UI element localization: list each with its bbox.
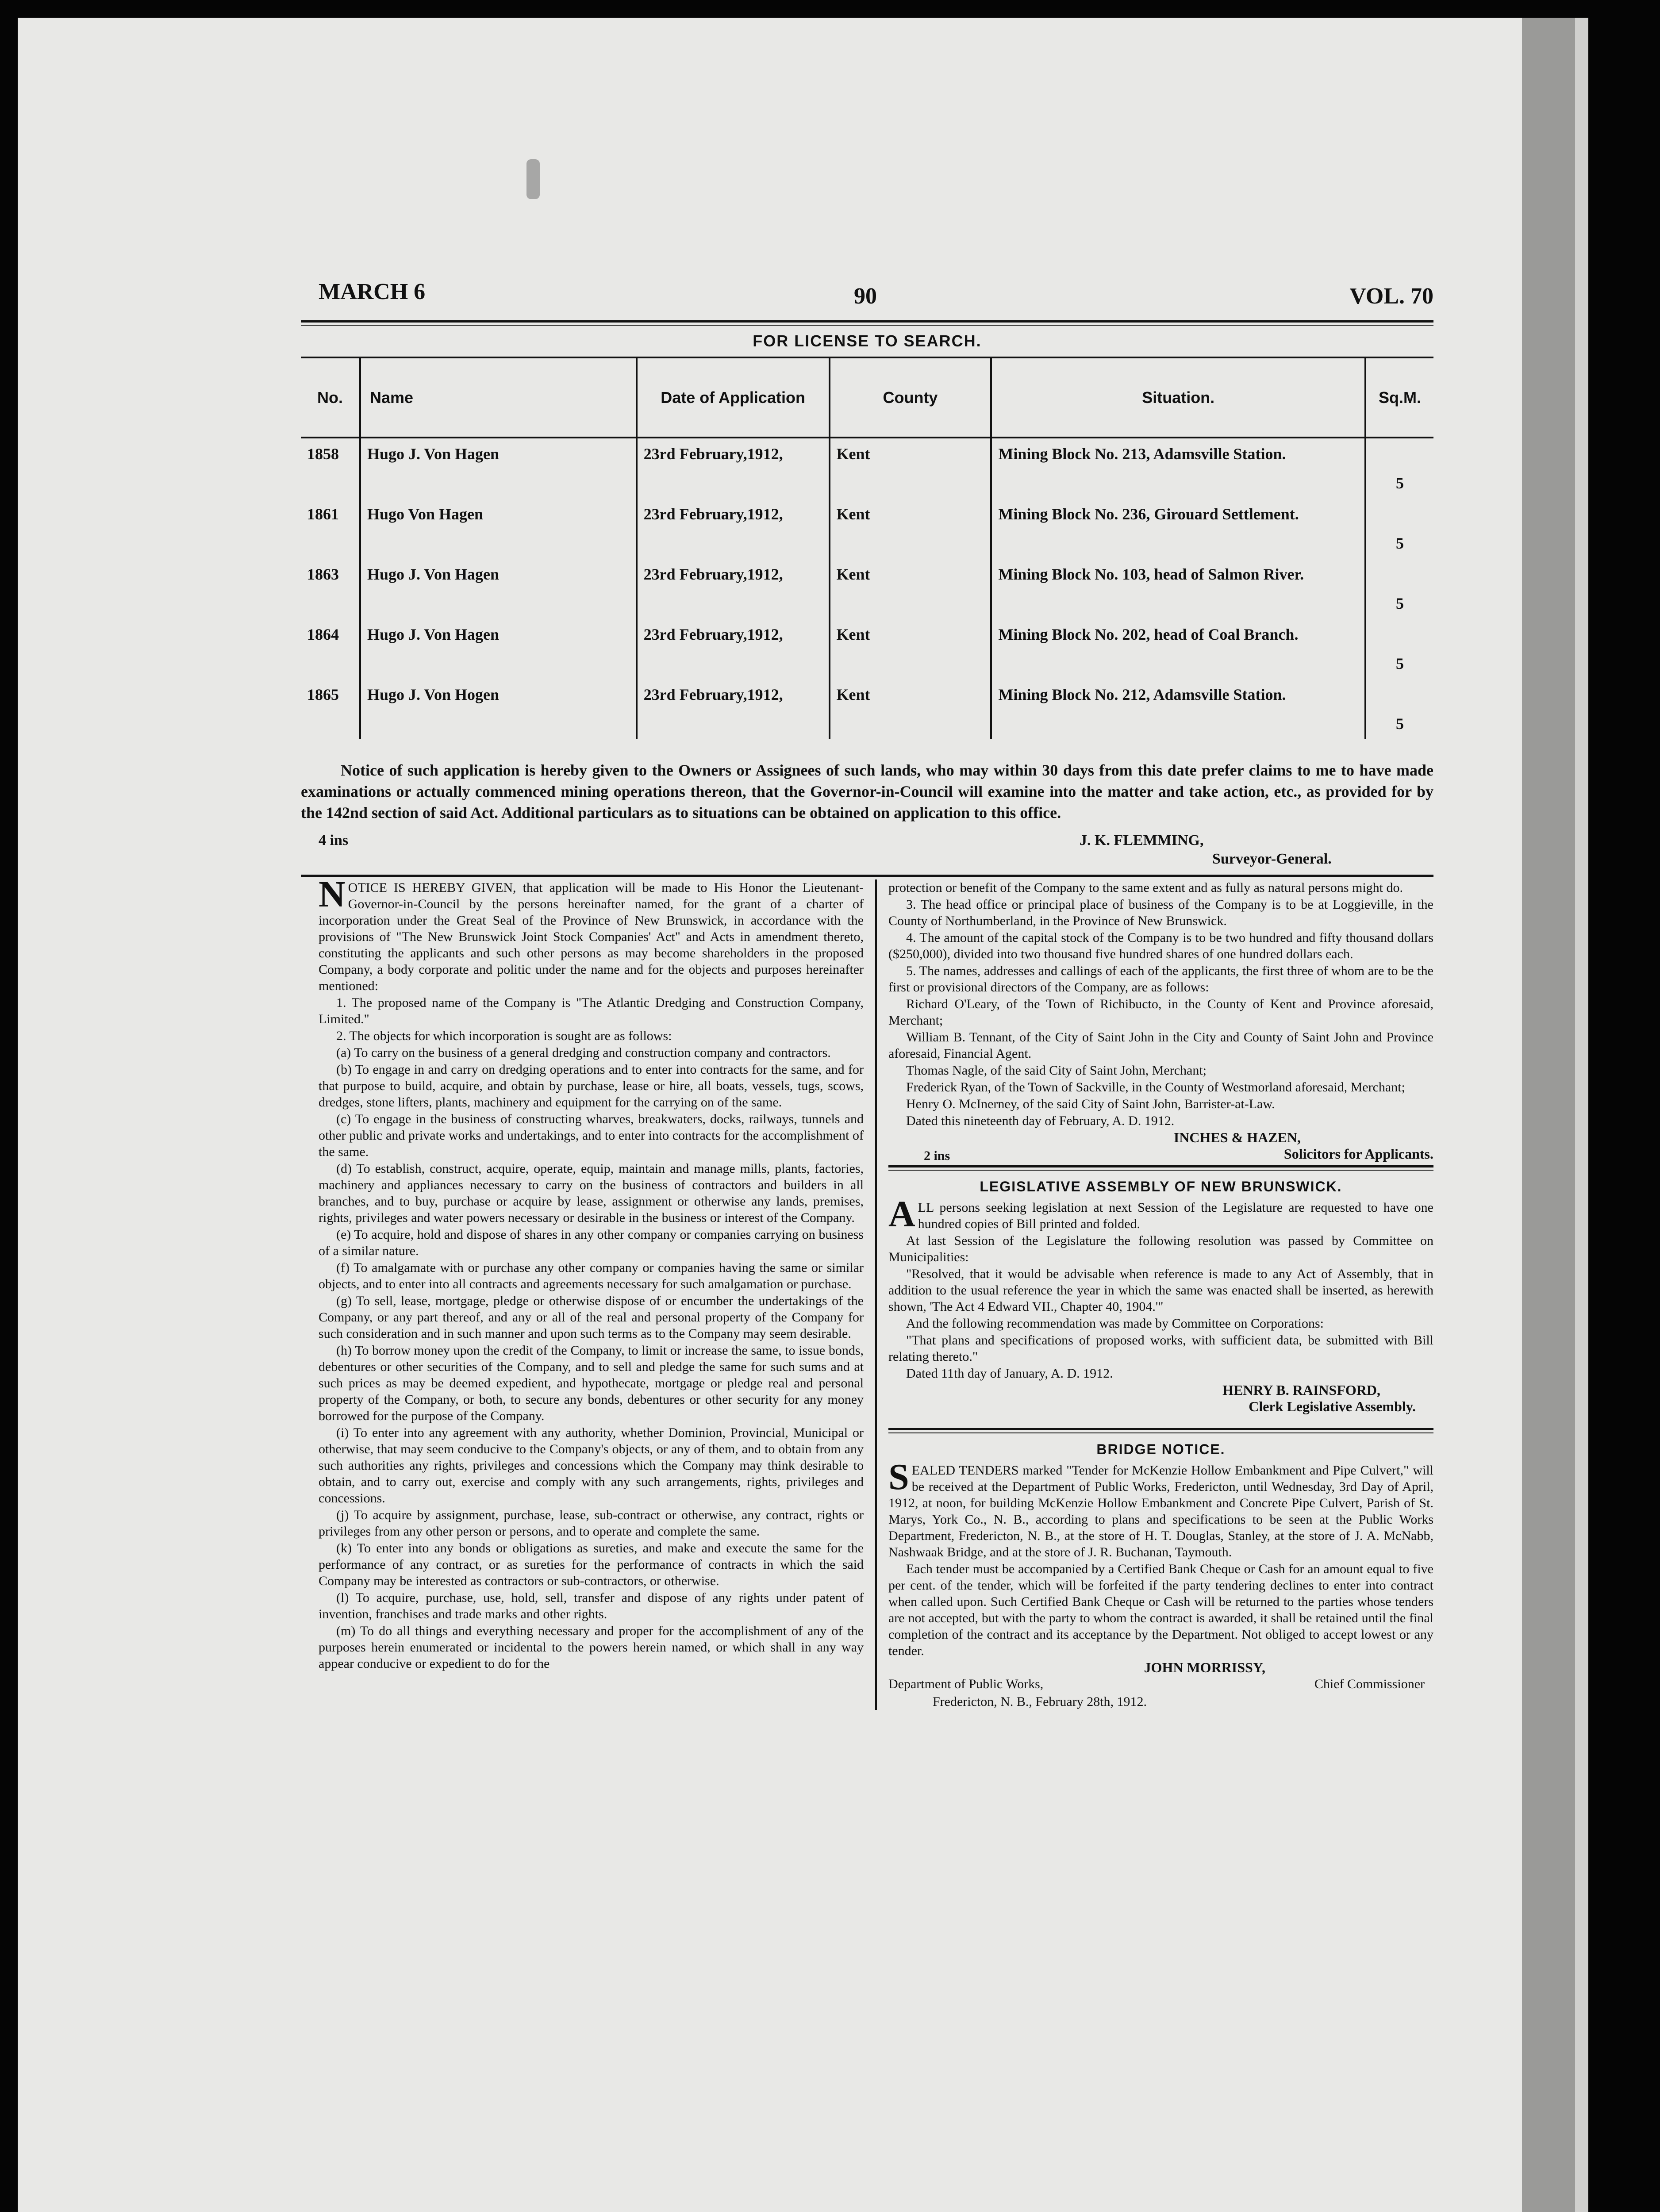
- cell-no: 1865: [307, 686, 339, 703]
- para: Dated 11th day of January, A. D. 1912.: [906, 1366, 1113, 1381]
- para: 1. The proposed name of the Company is "The Atlantic Dredging and Construction Company, Limited.": [319, 995, 864, 1026]
- cell-name: Hugo J. Von Hogen: [360, 679, 637, 739]
- cell-county: Kent: [830, 559, 991, 619]
- para-text: EALED TENDERS marked "Tender for McKenzie Hollow Embankment and Pipe Culvert," will be received at the Department of Public Works, Fredericton, until Wednesday, 3rd Day of April, 1912, at noon, for building McKenzie Hollow Embankment and Concrete Pipe Culvert, Parish of St. Marys, York Co., N. B., according to plans and specifications to be seen at the Public Works Department, Fredericton, N. B., at the store of H. T. Douglas, Stanley, at the store of J. A. McNabb, Nashwaak Bridge, and at the store of J. R. Buchanan, Taymouth.: [888, 1463, 1433, 1559]
- col-county: County: [830, 357, 991, 438]
- company-signer: INCHES & HAZEN,: [1173, 1129, 1301, 1145]
- two-column-notices: [301, 874, 1433, 1710]
- para: (h) To borrow money upon the credit of the Company, to limit or increase the same, to issue bonds, debentures or other securities of the Company, and to sell and pledge the same for such sums and at such prices as may be deemed expedient, and hypothecate, mortgage or pledge real and personal property of the Company, or both, to secure any bonds, debentures or other security for any money borrowed for the purpose of the Company.: [319, 1343, 864, 1423]
- dropcap: N: [319, 874, 346, 915]
- cell-sqm: 5: [1365, 559, 1433, 619]
- license-notice: Notice of such application is hereby given to the Owners or Assignees of such lands, who may within 30 days from this date prefer claims to me to have made examinations or actually commenced mining operations thereon, that the Governor-in-Council will examine into the matter and take action, etc., as provided for by the 142nd section of said Act. Additional particulars as to situations can be obtained on application to this office.: [301, 761, 1433, 822]
- cell-date: 23rd February,1912,: [637, 438, 830, 499]
- cell-county: Kent: [830, 438, 991, 499]
- cell-county: Kent: [830, 619, 991, 679]
- divider-rule: [888, 1165, 1433, 1171]
- cell-situation: Mining Block No. 103, head of Salmon River.: [991, 559, 1365, 619]
- cell-name: Hugo J. Von Hagen: [360, 559, 637, 619]
- divider-rule: [888, 1428, 1433, 1433]
- cell-date: 23rd February,1912,: [637, 679, 830, 739]
- para: (l) To acquire, purchase, use, hold, sell, transfer and dispose of any rights under patent of invention, franchises and trade marks and other rights.: [319, 1590, 864, 1621]
- cell-county: Kent: [830, 679, 991, 739]
- cell-situation: Mining Block No. 236, Girouard Settlement.: [991, 499, 1365, 559]
- bridge-signer: JOHN MORRISSY,: [1144, 1659, 1265, 1675]
- bridge-signer-title: Chief Commissioner: [1314, 1677, 1425, 1691]
- company-ins: 2 ins: [923, 1148, 950, 1163]
- para: At last Session of the Legislature the following resolution was passed by Committee on Municipalities:: [888, 1233, 1433, 1264]
- cell-name: Hugo J. Von Hagen: [360, 438, 637, 499]
- bridge-intro: [888, 1456, 1433, 1560]
- para: "Resolved, that it would be advisable when reference is made to any Act of Assembly, that in addition to the usual reference the year in which the same was enacted shall be inserted, as herewith shown, 'The Act 4 Edward VII., Chapter 40, 1904.'": [888, 1267, 1433, 1314]
- company-sign-line: [888, 1146, 1433, 1164]
- legislative-intro: [888, 1194, 1433, 1235]
- table-row: [301, 559, 1433, 619]
- dropcap: S: [888, 1456, 909, 1498]
- para: (g) To sell, lease, mortgage, pledge or otherwise dispose of or encumber the undertakings of the Company, or any part thereof, and any or all of the real and personal property of the Company for such consideration and in such manner and upon such terms as to the Company may seem desirable.: [319, 1294, 864, 1341]
- legislative-signer: HENRY B. RAINSFORD,: [1222, 1382, 1380, 1398]
- para: (a) To carry on the business of a general dredging and construction company and contractors.: [336, 1045, 831, 1060]
- para: (m) To do all things and everything necessary and proper for the accomplishment of any of the purposes herein enumerated or incidental to the powers herein named, or which shall in any way appear conducive or expedient to do for the: [319, 1624, 864, 1671]
- para: (k) To enter into any bonds or obligations as sureties, and make and execute the same for the performance of any contract, or as sureties for the performance of contracts in which the said Company may be interested as contractors or sub-contractors, or otherwise.: [319, 1541, 864, 1588]
- section-rule: [301, 875, 1433, 877]
- col-situation: Situation.: [991, 357, 1365, 438]
- table-row: [301, 499, 1433, 559]
- para: (j) To acquire by assignment, purchase, lease, sub-contract or otherwise, any contract, rights or privileges from any other person or persons, and to operate and complete the same.: [319, 1508, 864, 1539]
- para: 2. The objects for which incorporation is sought are as follows:: [336, 1029, 672, 1043]
- bridge-sign-line: [888, 1676, 1433, 1694]
- cell-name: Hugo J. Von Hagen: [360, 619, 637, 679]
- header-page-number: 90: [854, 284, 877, 309]
- cell-no: 1863: [307, 565, 339, 583]
- license-table: [301, 357, 1433, 739]
- cell-sqm: 5: [1365, 499, 1433, 559]
- para: protection or benefit of the Company to the same extent and as fully as natural persons might do.: [888, 880, 1403, 895]
- header-date: MARCH 6: [319, 279, 426, 304]
- col-no: No.: [301, 357, 360, 438]
- bridge-title: BRIDGE NOTICE.: [1096, 1441, 1226, 1457]
- para: 4. The amount of the capital stock of the Company is to be two hundred and fifty thousand dollars ($250,000), divided into two thousand five hundred shares of one hundred dollars each.: [888, 930, 1433, 961]
- license-ins: 4 ins: [319, 832, 349, 849]
- incorporation-intro: [319, 874, 864, 994]
- smudge-mark: [526, 159, 540, 199]
- column-divider: [875, 879, 877, 1710]
- para: (d) To establish, construct, acquire, operate, equip, maintain and manage mills, plants, factories, machinery and appliances necessary to carry on the business of contractors and builders in all branches, and to buy, purchase or acquire by lease, assignment or otherwise any lands, premises, rights, privileges and water powers necessary or desirable in the business or interest of the Company.: [319, 1161, 864, 1225]
- table-row: [301, 679, 1433, 739]
- table-row: [301, 438, 1433, 499]
- license-signer-title: Surveyor-General.: [1212, 851, 1332, 867]
- para: Henry O. McInerney, of the said City of Saint John, Barrister-at-Law.: [906, 1097, 1275, 1111]
- para: (i) To enter into any agreement with any authority, whether Dominion, Provincial, Municipal or otherwise, that may seem conducive to the Company's objects, or any of them, and to obtain from any such authorities any rights, privileges and concessions which the Company may think desirable to obtain, and to carry out, exercise and comply with any such arrangements, rights, privileges and concessions.: [319, 1425, 864, 1505]
- cell-sqm: 5: [1365, 679, 1433, 739]
- cell-name: Hugo Von Hagen: [360, 499, 637, 559]
- para: 5. The names, addresses and callings of each of the applicants, the first three of whom are to be the first or provisional directors of the Company, are as follows:: [888, 964, 1433, 995]
- cell-situation: Mining Block No. 212, Adamsville Station.: [991, 679, 1365, 739]
- para: Richard O'Leary, of the Town of Richibucto, in the County of Kent and Province aforesaid, Merchant;: [888, 997, 1433, 1028]
- para: (f) To amalgamate with or purchase any other company or companies having the same or similar objects, and to enter into all contracts and agreements necessary for such amalgamation or purchase.: [319, 1260, 864, 1291]
- header-rule: [301, 320, 1433, 326]
- para: (c) To engage in the business of constructing wharves, breakwaters, docks, railways, tunnels and other public and private works and undertakings, and to enter into contracts for the accomplishment of the same.: [319, 1112, 864, 1159]
- legislative-signer-title: Clerk Legislative Assembly.: [1249, 1398, 1416, 1414]
- bridge-date: Fredericton, N. B., February 28th, 1912.: [932, 1694, 1147, 1709]
- legislative-title: LEGISLATIVE ASSEMBLY OF NEW BRUNSWICK.: [980, 1179, 1342, 1194]
- cell-no: 1864: [307, 626, 339, 643]
- para: 3. The head office or principal place of business of the Company is to be at Loggieville, in the County of Northumberland, in the Province of New Brunswick.: [888, 897, 1433, 928]
- cell-situation: Mining Block No. 202, head of Coal Branch.: [991, 619, 1365, 679]
- para: Thomas Nagle, of the said City of Saint John, Merchant;: [906, 1063, 1207, 1078]
- para-text: OTICE IS HEREBY GIVEN, that application will be made to His Honor the Lieutenant-Governor-in-Council by the persons hereinafter named, for the grant of a charter of incorporation under the Great Seal of the Province of New Brunswick, in accordance with the provisions of "The New Brunswick Joint Stock Companies' Act" and Acts in amendment thereto, constituting the applicants and such other persons as may become shareholders in the proposed Company, a body corporate and politic under the name and for the objects and purposes hereinafter mentioned:: [319, 880, 864, 993]
- cell-date: 23rd February,1912,: [637, 559, 830, 619]
- para: (b) To engage in and carry on dredging operations and to enter into contracts for the same, and for that purpose to build, acquire, and obtain by purchase, lease or hire, all boats, vessels, tugs, scows, dredges, stone lifters, plants, machinery and equipment for the carrying on of the same.: [319, 1062, 864, 1110]
- cell-sqm: 5: [1365, 619, 1433, 679]
- company-signer-title: Solicitors for Applicants.: [1283, 1146, 1433, 1162]
- cell-sqm: 5: [1365, 438, 1433, 499]
- header-volume: VOL. 70: [1349, 284, 1433, 309]
- cell-situation: Mining Block No. 213, Adamsville Station.: [991, 438, 1365, 499]
- col-name: Name: [360, 357, 637, 438]
- document-content: [301, 270, 1433, 1710]
- cell-date: 23rd February,1912,: [637, 619, 830, 679]
- para: And the following recommendation was made by Committee on Corporations:: [906, 1316, 1324, 1331]
- col-date: Date of Application: [637, 357, 830, 438]
- col-sqm: Sq.M.: [1365, 357, 1433, 438]
- cell-no: 1858: [307, 445, 339, 463]
- left-column: [301, 874, 864, 1710]
- para: Frederick Ryan, of the Town of Sackville, in the County of Westmorland aforesaid, Merchant;: [906, 1080, 1405, 1094]
- license-title: FOR LICENSE TO SEARCH.: [753, 332, 982, 350]
- cell-no: 1861: [307, 505, 339, 523]
- para-text: LL persons seeking legislation at next Session of the Legislature are requested to have one hundred copies of Bill printed and folded.: [918, 1200, 1433, 1231]
- table-row: [301, 619, 1433, 679]
- page-edge: [1522, 18, 1575, 2212]
- bridge-dept: Department of Public Works,: [888, 1677, 1044, 1691]
- license-signature: [301, 823, 1433, 872]
- para: William B. Tennant, of the City of Saint John in the City and County of Saint John and Province aforesaid, Financial Agent.: [888, 1030, 1433, 1061]
- page-header: [301, 270, 1433, 319]
- cell-county: Kent: [830, 499, 991, 559]
- cell-date: 23rd February,1912,: [637, 499, 830, 559]
- license-signer: J. K. FLEMMING,: [1080, 832, 1204, 849]
- para: "That plans and specifications of proposed works, with sufficient data, be submitted with Bill relating thereto.": [888, 1333, 1433, 1364]
- page-edge-light: [1575, 18, 1588, 2212]
- dropcap: A: [888, 1194, 915, 1235]
- para: (e) To acquire, hold and dispose of shares in any other company or companies carrying on business of a similar nature.: [319, 1227, 864, 1258]
- para: Dated this nineteenth day of February, A. D. 1912.: [906, 1114, 1175, 1128]
- para: Each tender must be accompanied by a Certified Bank Cheque or Cash for an amount equal to five per cent. of the tender, which will be forfeited if the party tendering declines to enter into contract when called upon. Such Certified Bank Cheque or Cash will be returned to the parties whose tenders are not accepted, but with the party to whom the contract is awarded, it shall be retained until the final completion of the contract and its acceptance by the Department. Not obliged to accept lowest or any tender.: [888, 1562, 1433, 1658]
- right-column: [888, 879, 1433, 1710]
